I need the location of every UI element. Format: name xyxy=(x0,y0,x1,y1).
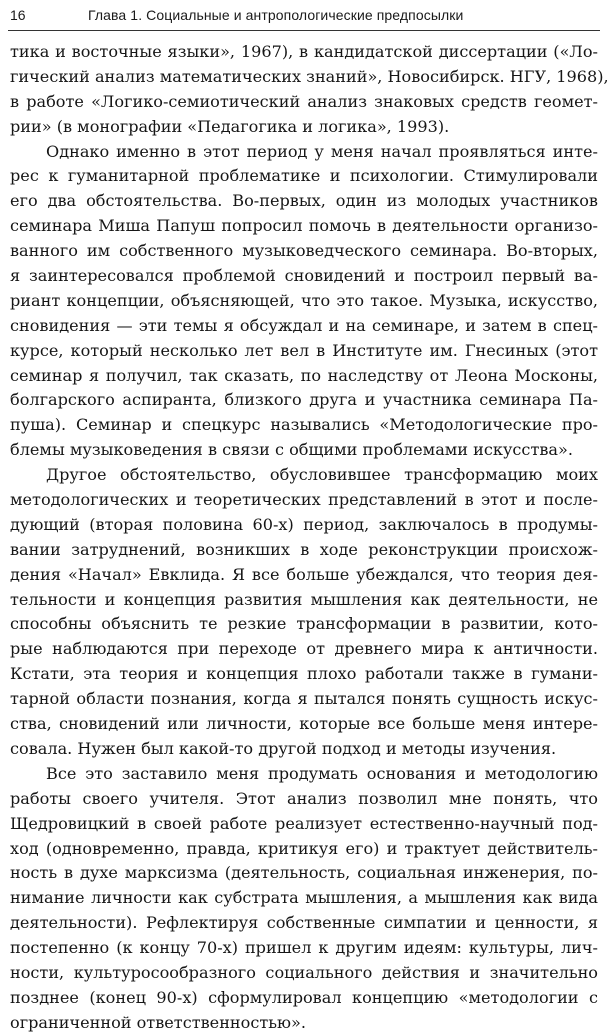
paragraph xyxy=(10,40,609,140)
text-line: ства, сновидений или личности, которые все больше меня интере- xyxy=(10,714,598,734)
paragraph xyxy=(10,463,598,762)
text-line: блемы музыковедения в связи с общими проблемами искусства». xyxy=(10,440,573,460)
paragraph xyxy=(10,762,598,1036)
text-line: тика и восточные языки», 1967), в кандидатской диссертации («Ло- xyxy=(10,42,598,61)
text-line: сновидения — эти темы я обсуждал и на семинаре, и затем в спец- xyxy=(10,315,598,335)
text-line: Однако именно в этот период у меня начал проявляться инте- xyxy=(46,141,598,161)
text-line: ность в духе марксизма (деятельность, социальная инженерия, по- xyxy=(10,863,598,883)
text-line: работы своего учителя. Этот анализ позволил мне понять, что xyxy=(10,788,598,808)
text-line: риант концепции, объясняющей, что это такое. Музыка, искусство, xyxy=(10,290,598,310)
text-line: методологических и теоретических представлений в этот и после- xyxy=(10,490,598,510)
text-line: рии» (в монографии «Педагогика и логика», 1993). xyxy=(10,116,450,136)
text-line: ности, культуросообразного социального действия и значительно xyxy=(10,962,598,982)
text-line: вании затруднений, возникших в ходе реконструкции происхож- xyxy=(10,539,598,559)
text-line: нимание личности как субстрата мышления, а мышления как вида xyxy=(10,888,598,908)
text-line: курсе, который несколько лет вел в Институте им. Гнесиных (этот xyxy=(10,340,598,360)
text-line: ванного им собственного музыковедческого семинара. Во-вторых, xyxy=(10,241,598,261)
text-line: Щедровицкий в своей работе реализует естественно-научный под- xyxy=(10,813,598,833)
text-line: семинар я получил, так сказать, по наследству от Леона Москоны, xyxy=(10,365,598,385)
text-line: постепенно (к концу 70-х) пришел к другим идеям: культуры, лич- xyxy=(10,938,598,958)
text-line: болгарского аспиранта, близкого друга и участника семинара Па- xyxy=(10,390,598,410)
text-line: я заинтересовался проблемой сновидений и построил первый ва- xyxy=(10,266,598,286)
body-text xyxy=(10,40,609,1036)
text-line: совала. Нужен был какой-то другой подход и методы изучения. xyxy=(10,738,557,758)
text-line: ход (одновременно, правда, критикуя его) и трактует действитель- xyxy=(10,838,598,858)
text-line: дения «Начал» Евклида. Я все больше убеждался, что теория дея- xyxy=(10,564,598,584)
text-line: в работе «Логико-семиотический анализ знаковых средств геомет- xyxy=(10,91,598,111)
text-line: его два обстоятельства. Во-первых, один из молодых участников xyxy=(10,191,598,211)
text-line: позднее (конец 90-х) сформулировал концепцию «методологии с xyxy=(10,987,598,1007)
text-line: Все это заставило меня продумать основания и методологию xyxy=(46,763,598,783)
text-line: тарной области познания, когда я пытался понять сущность искус- xyxy=(10,689,598,709)
text-line: пуша). Семинар и спецкурс назывались «Методологические про- xyxy=(10,415,598,435)
text-line: семинара Миша Папуш попросил помочь в деятельности организо- xyxy=(10,216,598,236)
running-header xyxy=(8,0,600,31)
paragraph xyxy=(10,140,598,464)
text-line: деятельности). Рефлектируя собственные симпатии и ценности, я xyxy=(10,913,598,933)
text-line: способны объяснить те резкие трансформации в развитии, кото- xyxy=(10,614,598,634)
text-line: гический анализ математических знаний», Новосибирск. НГУ, 1968), xyxy=(10,66,609,86)
book-page xyxy=(8,0,609,1032)
text-line: Кстати, эта теория и концепция плохо работали также в гумани- xyxy=(10,664,598,684)
text-line: дующий (вторая половина 60-х) период, заключалось в продумы- xyxy=(10,514,598,534)
text-line: рес к гуманитарной проблематике и психологии. Стимулировали xyxy=(10,166,598,186)
chapter-running-title: Глава 1. Социальные и антропологические предпосылки xyxy=(88,7,464,23)
text-line: рые наблюдаются при переходе от древнего мира к античности. xyxy=(10,639,598,659)
text-line: Другое обстоятельство, обусловившее трансформацию моих xyxy=(46,465,598,485)
text-line: ограниченной ответственностью». xyxy=(10,1012,306,1032)
text-line: тельности и концепция развития мышления как деятельности, не xyxy=(10,589,598,609)
page-number: 16 xyxy=(10,7,26,23)
